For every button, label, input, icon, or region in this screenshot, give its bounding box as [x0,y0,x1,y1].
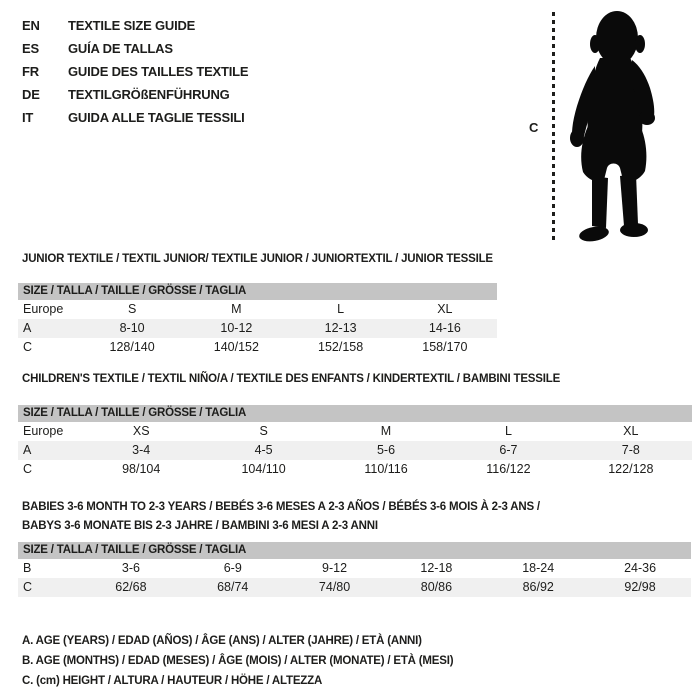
section-title-junior: JUNIOR TEXTILE / TEXTIL JUNIOR/ TEXTILE JUNIOR / JUNIORTEXTIL / JUNIOR TESSILE [22,253,493,265]
table-cell: XL [623,424,639,438]
table-cell: 3-4 [132,443,151,457]
table-cell: 9-12 [322,561,348,575]
language-label: GUÍA DE TALLAS [68,41,173,56]
table-cell: 12-18 [420,561,453,575]
language-label: TEXTILE SIZE GUIDE [68,18,196,33]
table-cell: 18-24 [522,561,555,575]
table-cell: 152/158 [318,340,364,354]
language-code: DE [22,87,40,102]
table-cell: 110/116 [364,462,408,476]
language-row [22,60,248,83]
table-cell: 92/98 [624,580,656,594]
table-cell: 6-7 [499,443,518,457]
table-row [18,578,691,597]
row-label: B [23,561,32,575]
baby-silhouette-image [562,8,667,246]
table-cell: 7-8 [621,443,640,457]
footnote-a: A. AGE (YEARS) / EDAD (AÑOS) / ÂGE (ANS) / ALTER (JAHRE) / ETÀ (ANNI) [22,635,422,647]
table-row [18,319,497,338]
height-measure-label: C [529,120,539,135]
row-label: Europe [23,302,64,316]
table-cell: S [127,302,137,316]
table-row [18,441,692,460]
table-row [18,422,692,441]
table-cell: M [380,424,392,438]
junior-size-table [18,283,497,357]
language-row [22,37,248,60]
babies-size-table [18,542,691,597]
children-size-table [18,405,692,479]
table-row [18,338,497,357]
language-label: GUIDA ALLE TAGLIE TESSILI [68,110,245,125]
table-row [18,300,497,319]
table-cell: S [259,424,268,438]
table-cell: 24-36 [624,561,657,575]
table-cell: M [231,302,242,316]
footnote-legend [22,631,453,691]
table-cell: 5-6 [376,443,396,457]
table-cell: 158/170 [422,340,468,354]
table-cell: 128/140 [109,340,155,354]
table-header: SIZE / TALLA / TAILLE / GRÖSSE / TAGLIA [18,283,497,300]
table-cell: 86/92 [522,580,554,594]
footnote-c: C. (cm) HEIGHT / ALTURA / HAUTEUR / HÖHE / ALTEZZA [22,675,323,687]
table-cell: 6-9 [223,561,242,575]
table-cell: 104/110 [241,462,286,476]
table-cell: 74/80 [318,580,351,594]
table-cell: 122/128 [608,462,654,476]
language-code: FR [22,64,39,79]
language-row [22,106,248,129]
table-cell: XS [132,424,150,438]
table-cell: 14-16 [428,321,461,335]
language-code: IT [22,110,34,125]
row-label: Europe [23,424,64,438]
table-cell: 8-10 [119,321,145,335]
row-label: C [23,462,33,476]
table-row [18,559,691,578]
table-cell: 62/68 [115,580,147,594]
language-label: TEXTILGRÖßENFÜHRUNG [68,87,230,102]
language-list [22,14,248,129]
language-code: EN [22,18,40,33]
table-cell: L [504,424,512,438]
table-cell: 12-13 [324,321,357,335]
table-cell: 98/104 [122,462,161,476]
section-title-children: CHILDREN'S TEXTILE / TEXTIL NIÑO/A / TEXTILE DES ENFANTS / KINDERTEXTIL / BAMBINI TESSILE [22,373,561,385]
table-cell: 3-6 [121,561,140,575]
language-row [22,83,248,106]
row-label: A [23,443,32,457]
row-label: C [23,580,33,594]
section-title-babies-line1: BABIES 3-6 MONTH TO 2-3 YEARS / BEBÉS 3-6 MESES A 2-3 AÑOS / BÉBÉS 3-6 MOIS À 2-3 ANS / [22,501,540,513]
table-header: SIZE / TALLA / TAILLE / GRÖSSE / TAGLIA [18,542,691,559]
table-cell: 80/86 [420,580,453,594]
footnote-b: B. AGE (MONTHS) / EDAD (MESES) / ÂGE (MOIS) / ALTER (MONATE) / ETÀ (MESI) [22,655,454,667]
table-cell: L [337,302,345,316]
language-code: ES [22,41,39,56]
table-header: SIZE / TALLA / TAILLE / GRÖSSE / TAGLIA [18,405,692,422]
table-cell: 116/122 [486,462,531,476]
table-row [18,460,692,479]
language-row [22,14,248,37]
table-cell: 4-5 [254,443,273,457]
table-cell: XL [437,302,453,316]
table-cell: 10-12 [220,321,253,335]
row-label: A [23,321,32,335]
table-cell: 68/74 [217,580,249,594]
table-cell: 140/152 [213,340,259,354]
section-title-babies-line2: BABYS 3-6 MONATE BIS 2-3 JAHRE / BAMBINI 3-6 MESI A 2-3 ANNI [22,520,378,532]
row-label: C [23,340,33,354]
section-title-babies [22,498,540,536]
language-label: GUIDE DES TAILLES TEXTILE [68,64,249,79]
height-measure-dashed-line [552,12,555,243]
